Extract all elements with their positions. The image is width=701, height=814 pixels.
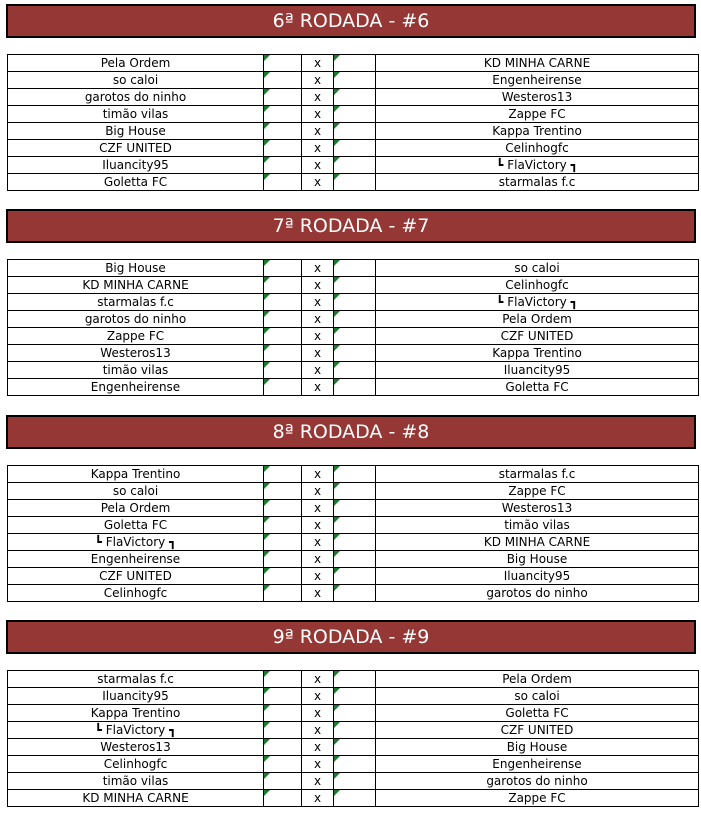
home-score-cell[interactable]	[264, 671, 302, 688]
home-team: ┗ FlaVictory ┓	[8, 722, 264, 739]
home-score-cell[interactable]	[264, 72, 302, 89]
versus-separator: x	[302, 89, 334, 106]
away-team: Kappa Trentino	[376, 345, 699, 362]
versus-separator: x	[302, 756, 334, 773]
home-score-cell[interactable]	[264, 756, 302, 773]
away-team: Zappe FC	[376, 790, 699, 807]
versus-separator: x	[302, 517, 334, 534]
match-table	[7, 465, 699, 602]
match-row	[8, 379, 699, 396]
versus-separator: x	[302, 585, 334, 602]
round-title: 7ª RODADA - #7	[6, 209, 696, 243]
home-team: KD MINHA CARNE	[8, 277, 264, 294]
versus-separator: x	[302, 790, 334, 807]
away-score-cell[interactable]	[334, 585, 376, 602]
home-team: timão vilas	[8, 773, 264, 790]
versus-separator: x	[302, 500, 334, 517]
match-row	[8, 345, 699, 362]
match-row	[8, 790, 699, 807]
away-team: Engenheirense	[376, 72, 699, 89]
home-team: starmalas f.c	[8, 671, 264, 688]
away-score-cell[interactable]	[334, 345, 376, 362]
home-team: Celinhogfc	[8, 585, 264, 602]
home-score-cell[interactable]	[264, 106, 302, 123]
home-score-cell[interactable]	[264, 790, 302, 807]
match-table	[7, 670, 699, 807]
versus-separator: x	[302, 362, 334, 379]
home-team: starmalas f.c	[8, 294, 264, 311]
home-score-cell[interactable]	[264, 311, 302, 328]
away-score-cell[interactable]	[334, 55, 376, 72]
home-score-cell[interactable]	[264, 277, 302, 294]
round-title: 9ª RODADA - #9	[6, 620, 696, 654]
away-team: Westeros13	[376, 500, 699, 517]
home-score-cell[interactable]	[264, 500, 302, 517]
away-team: Goletta FC	[376, 705, 699, 722]
away-score-cell[interactable]	[334, 294, 376, 311]
versus-separator: x	[302, 345, 334, 362]
away-team: KD MINHA CARNE	[376, 534, 699, 551]
away-team: ┗ FlaVictory ┓	[376, 294, 699, 311]
away-score-cell[interactable]	[334, 379, 376, 396]
match-row	[8, 705, 699, 722]
match-row	[8, 671, 699, 688]
match-row	[8, 106, 699, 123]
away-score-cell[interactable]	[334, 140, 376, 157]
away-team: ┗ FlaVictory ┓	[376, 157, 699, 174]
home-team: Kappa Trentino	[8, 466, 264, 483]
home-team: Celinhogfc	[8, 756, 264, 773]
home-team: Engenheirense	[8, 551, 264, 568]
home-score-cell[interactable]	[264, 328, 302, 345]
match-table	[7, 259, 699, 396]
match-row	[8, 688, 699, 705]
match-row	[8, 517, 699, 534]
match-row	[8, 89, 699, 106]
away-score-cell[interactable]	[334, 517, 376, 534]
away-team: timão vilas	[376, 517, 699, 534]
away-score-cell[interactable]	[334, 260, 376, 277]
away-team: CZF UNITED	[376, 722, 699, 739]
versus-separator: x	[302, 123, 334, 140]
home-team: Pela Ordem	[8, 55, 264, 72]
away-score-cell[interactable]	[334, 72, 376, 89]
away-score-cell[interactable]	[334, 174, 376, 191]
home-score-cell[interactable]	[264, 739, 302, 756]
home-team: ┗ FlaVictory ┓	[8, 534, 264, 551]
away-score-cell[interactable]	[334, 123, 376, 140]
away-score-cell[interactable]	[334, 790, 376, 807]
match-row	[8, 294, 699, 311]
match-row	[8, 534, 699, 551]
versus-separator: x	[302, 72, 334, 89]
home-team: garotos do ninho	[8, 89, 264, 106]
away-team: Zappe FC	[376, 483, 699, 500]
home-team: Kappa Trentino	[8, 705, 264, 722]
home-team: timão vilas	[8, 106, 264, 123]
away-score-cell[interactable]	[334, 89, 376, 106]
match-row	[8, 466, 699, 483]
home-team: so caloi	[8, 72, 264, 89]
match-row	[8, 568, 699, 585]
away-score-cell[interactable]	[334, 311, 376, 328]
versus-separator: x	[302, 140, 334, 157]
round-title: 8ª RODADA - #8	[6, 415, 696, 449]
away-team: garotos do ninho	[376, 773, 699, 790]
away-team: Westeros13	[376, 89, 699, 106]
versus-separator: x	[302, 311, 334, 328]
home-score-cell[interactable]	[264, 123, 302, 140]
away-score-cell[interactable]	[334, 688, 376, 705]
away-score-cell[interactable]	[334, 277, 376, 294]
away-team: Kappa Trentino	[376, 123, 699, 140]
home-score-cell[interactable]	[264, 260, 302, 277]
versus-separator: x	[302, 705, 334, 722]
versus-separator: x	[302, 534, 334, 551]
home-team: Goletta FC	[8, 517, 264, 534]
home-team: CZF UNITED	[8, 568, 264, 585]
versus-separator: x	[302, 739, 334, 756]
match-row	[8, 551, 699, 568]
home-score-cell[interactable]	[264, 551, 302, 568]
match-row	[8, 773, 699, 790]
versus-separator: x	[302, 174, 334, 191]
home-team: CZF UNITED	[8, 140, 264, 157]
round-title: 6ª RODADA - #6	[6, 4, 696, 38]
home-team: Iluancity95	[8, 688, 264, 705]
match-row	[8, 123, 699, 140]
versus-separator: x	[302, 483, 334, 500]
away-team: Celinhogfc	[376, 140, 699, 157]
versus-separator: x	[302, 688, 334, 705]
versus-separator: x	[302, 260, 334, 277]
away-score-cell[interactable]	[334, 466, 376, 483]
away-team: so caloi	[376, 688, 699, 705]
home-score-cell[interactable]	[264, 294, 302, 311]
home-score-cell[interactable]	[264, 773, 302, 790]
away-score-cell[interactable]	[334, 106, 376, 123]
away-score-cell[interactable]	[334, 756, 376, 773]
versus-separator: x	[302, 157, 334, 174]
versus-separator: x	[302, 379, 334, 396]
home-score-cell[interactable]	[264, 157, 302, 174]
match-row	[8, 260, 699, 277]
away-team: starmalas f.c	[376, 466, 699, 483]
away-score-cell[interactable]	[334, 551, 376, 568]
match-row	[8, 483, 699, 500]
match-table	[7, 54, 699, 191]
versus-separator: x	[302, 277, 334, 294]
away-team: Iluancity95	[376, 568, 699, 585]
home-team: so caloi	[8, 483, 264, 500]
match-row	[8, 756, 699, 773]
home-score-cell[interactable]	[264, 379, 302, 396]
home-score-cell[interactable]	[264, 705, 302, 722]
away-score-cell[interactable]	[334, 773, 376, 790]
home-team: Zappe FC	[8, 328, 264, 345]
home-score-cell[interactable]	[264, 55, 302, 72]
away-team: Pela Ordem	[376, 671, 699, 688]
away-score-cell[interactable]	[334, 739, 376, 756]
away-team: Celinhogfc	[376, 277, 699, 294]
home-score-cell[interactable]	[264, 174, 302, 191]
away-score-cell[interactable]	[334, 534, 376, 551]
away-team: KD MINHA CARNE	[376, 55, 699, 72]
home-team: Iluancity95	[8, 157, 264, 174]
versus-separator: x	[302, 466, 334, 483]
match-row	[8, 157, 699, 174]
away-team: Goletta FC	[376, 379, 699, 396]
home-team: Engenheirense	[8, 379, 264, 396]
away-team: starmalas f.c	[376, 174, 699, 191]
match-row	[8, 140, 699, 157]
away-score-cell[interactable]	[334, 671, 376, 688]
away-score-cell[interactable]	[334, 157, 376, 174]
match-row	[8, 55, 699, 72]
away-team: Big House	[376, 551, 699, 568]
home-score-cell[interactable]	[264, 345, 302, 362]
versus-separator: x	[302, 106, 334, 123]
away-team: Big House	[376, 739, 699, 756]
home-team: Westeros13	[8, 345, 264, 362]
versus-separator: x	[302, 55, 334, 72]
away-team: Iluancity95	[376, 362, 699, 379]
home-team: Pela Ordem	[8, 500, 264, 517]
match-row	[8, 72, 699, 89]
home-team: Big House	[8, 123, 264, 140]
match-row	[8, 500, 699, 517]
away-score-cell[interactable]	[334, 722, 376, 739]
home-team: Westeros13	[8, 739, 264, 756]
match-row	[8, 739, 699, 756]
away-team: Zappe FC	[376, 106, 699, 123]
versus-separator: x	[302, 568, 334, 585]
home-score-cell[interactable]	[264, 534, 302, 551]
home-team: timão vilas	[8, 362, 264, 379]
away-score-cell[interactable]	[334, 328, 376, 345]
match-row	[8, 585, 699, 602]
home-score-cell[interactable]	[264, 585, 302, 602]
versus-separator: x	[302, 294, 334, 311]
home-score-cell[interactable]	[264, 466, 302, 483]
versus-separator: x	[302, 773, 334, 790]
away-score-cell[interactable]	[334, 568, 376, 585]
home-score-cell[interactable]	[264, 140, 302, 157]
away-team: CZF UNITED	[376, 328, 699, 345]
versus-separator: x	[302, 328, 334, 345]
away-team: Engenheirense	[376, 756, 699, 773]
home-team: Goletta FC	[8, 174, 264, 191]
match-row	[8, 174, 699, 191]
away-score-cell[interactable]	[334, 362, 376, 379]
home-team: garotos do ninho	[8, 311, 264, 328]
home-score-cell[interactable]	[264, 688, 302, 705]
versus-separator: x	[302, 722, 334, 739]
home-score-cell[interactable]	[264, 722, 302, 739]
match-row	[8, 362, 699, 379]
home-score-cell[interactable]	[264, 517, 302, 534]
away-team: garotos do ninho	[376, 585, 699, 602]
home-team: KD MINHA CARNE	[8, 790, 264, 807]
away-score-cell[interactable]	[334, 705, 376, 722]
away-score-cell[interactable]	[334, 500, 376, 517]
match-row	[8, 328, 699, 345]
home-score-cell[interactable]	[264, 89, 302, 106]
home-team: Big House	[8, 260, 264, 277]
match-row	[8, 311, 699, 328]
match-row	[8, 722, 699, 739]
away-team: so caloi	[376, 260, 699, 277]
away-team: Pela Ordem	[376, 311, 699, 328]
match-row	[8, 277, 699, 294]
home-score-cell[interactable]	[264, 362, 302, 379]
away-score-cell[interactable]	[334, 483, 376, 500]
home-score-cell[interactable]	[264, 483, 302, 500]
versus-separator: x	[302, 551, 334, 568]
home-score-cell[interactable]	[264, 568, 302, 585]
versus-separator: x	[302, 671, 334, 688]
